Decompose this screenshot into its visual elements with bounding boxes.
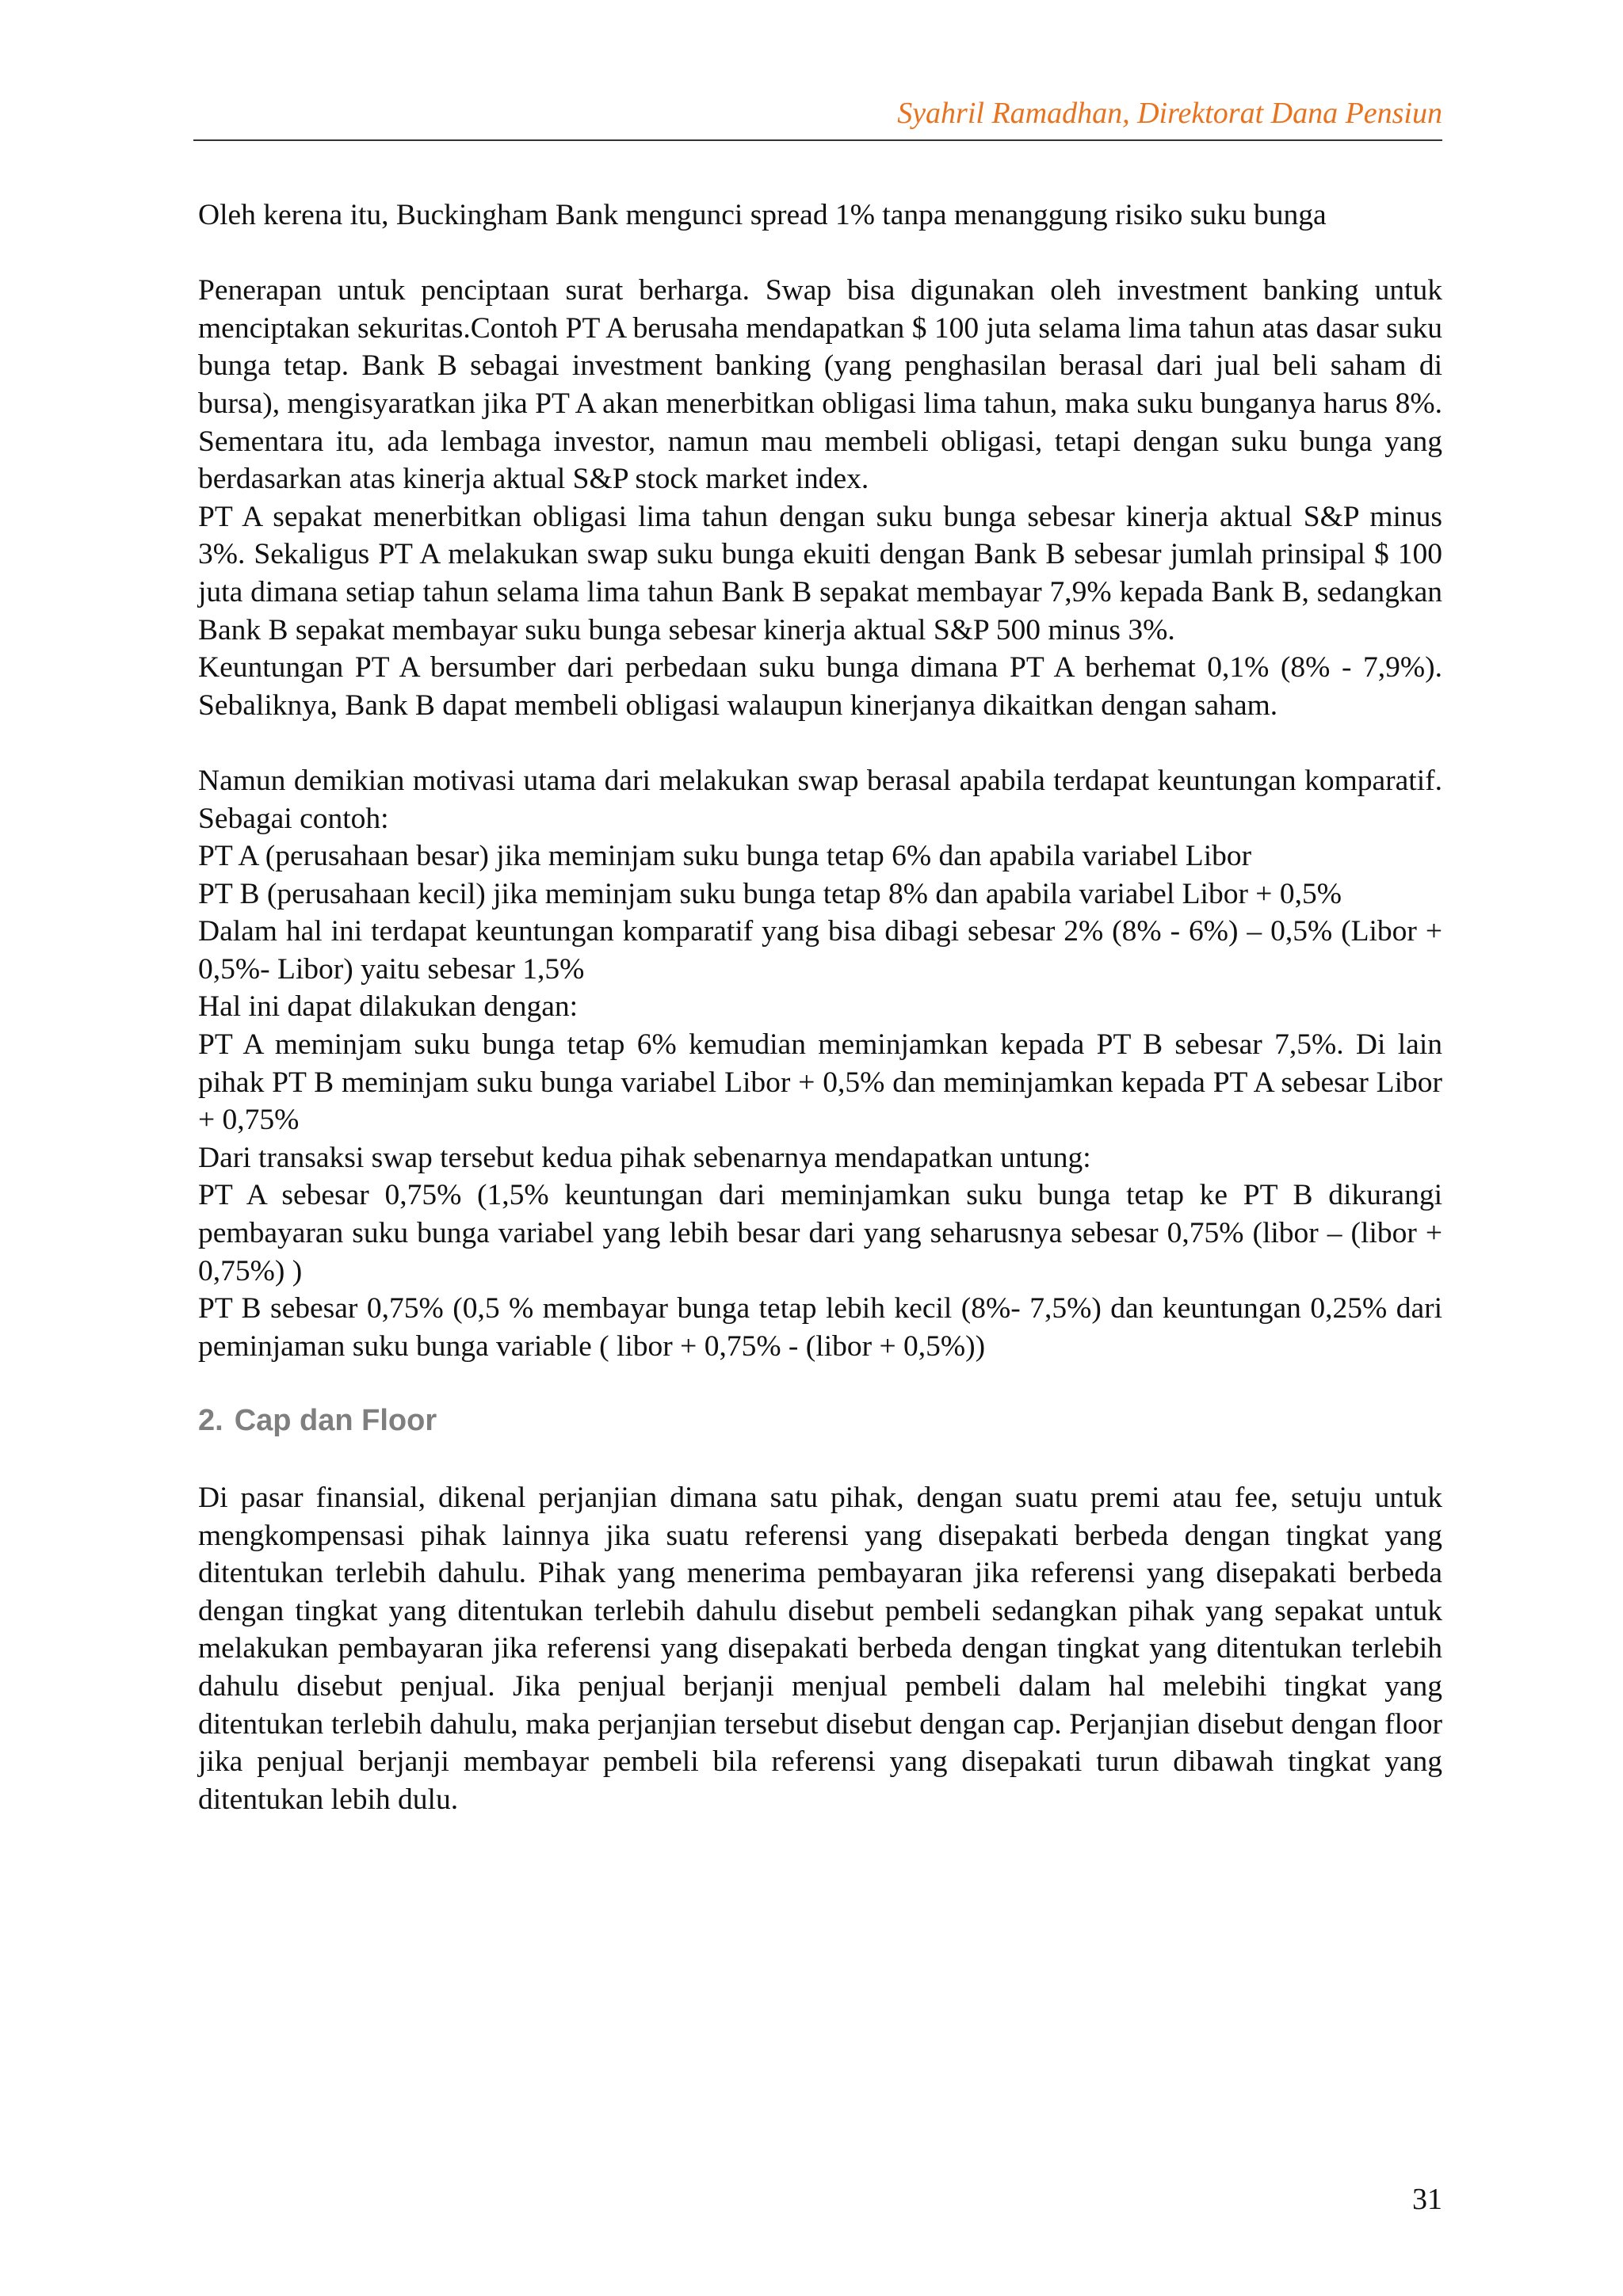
paragraph-pt-b-gain: PT B sebesar 0,75% (0,5 % membayar bunga tetap lebih kecil (8%- 7,5%) dan keuntungan 0,25% dari peminjaman suku bunga variable ( libor + 0,75% - (libor + 0,5%)) bbox=[198, 1292, 1442, 1363]
paragraph-cap-floor-definition: Di pasar finansial, dikenal perjanjian dimana satu pihak, dengan suatu premi atau fee, setuju untuk mengkompensasi pihak lainnya jika suatu referensi yang disepakati berbeda dengan tingkat yang ditentukan terlebih dahulu. Pihak yang menerima pembayaran jika referensi yang disepakati berbeda dengan tingkat yang ditentukan terlebih dahulu disebut pembeli sedangkan pihak yang sepakat untuk melakukan pembayaran jika referensi yang disepakati berbeda dengan tingkat yang ditentukan terlebih dahulu disebut penjual. Jika penjual berjanji menjual pembeli dalam hal melebihi tingkat yang ditentukan terlebih dahulu, maka perjanjian tersebut disebut dengan cap. Perjanjian disebut dengan floor jika penjual berjanji membayar pembeli bila referensi yang disepakati turun dibawah tingkat yang ditentukan lebih dulu. bbox=[198, 1482, 1442, 1816]
paragraph-pt-a-profit: Keuntungan PT A bersumber dari perbedaan suku bunga dimana PT A berhemat 0,1% (8% - 7,9%). Sebaliknya, Bank B dapat membeli obligasi walaupun kinerjanya dikaitkan dengan saham. bbox=[198, 651, 1442, 722]
paragraph-securities-creation: Penerapan untuk penciptaan surat berharga. Swap bisa digunakan oleh investment banking untuk menciptakan sekuritas.Contoh PT A berusaha mendapatkan $ 100 juta selama lima tahun atas dasar suku bunga tetap. Bank B sebagai investment banking (yang penghasilan berasal dari jual beli saham di bursa), mengisyaratkan jika PT A akan menerbitkan obligasi lima tahun, maka suku bunganya harus 8%. Sementara itu, ada lembaga investor, namun mau membeli obligasi, tetapi dengan suku bunga yang berdasarkan atas kinerja aktual S&P stock market index. bbox=[198, 274, 1442, 496]
paragraph-pt-a-gain: PT A sebesar 0,75% (1,5% keuntungan dari meminjamkan suku bunga tetap ke PT B dikurangi pembayaran suku bunga variabel yang lebih besar dari yang seharusnya sebesar 0,75% (libor – (libor + 0,75%) ) bbox=[198, 1179, 1442, 1287]
page-number: 31 bbox=[1412, 2183, 1442, 2216]
section-heading-cap-floor bbox=[198, 1400, 1442, 1441]
paragraph-lending-arrangement: PT A meminjam suku bunga tetap 6% kemudian meminjamkan kepada PT B sebesar 7,5%. Di lain pihak PT B meminjam suku bunga variabel Libor + 0,5% dan meminjamkan kepada PT A sebesar Libor + 0,75% bbox=[198, 1028, 1442, 1137]
paragraph-comparative-advantage: Namun demikian motivasi utama dari melakukan swap berasal apabila terdapat keuntungan komparatif. Sebagai contoh: bbox=[198, 764, 1442, 835]
paragraph-advantage-split: Dalam hal ini terdapat keuntungan komparatif yang bisa dibagi sebesar 2% (8% - 6%) – 0,5% (Libor + 0,5%- Libor) yaitu sebesar 1,5% bbox=[198, 915, 1442, 986]
paragraph-spread-lock: Oleh kerena itu, Buckingham Bank mengunci spread 1% tanpa menanggung risiko suku bunga bbox=[198, 199, 1327, 231]
paragraph-both-profit: Dari transaksi swap tersebut kedua pihak sebenarnya mendapatkan untung: bbox=[198, 1141, 1091, 1174]
paragraph-pt-b-rates: PT B (perusahaan kecil) jika meminjam suku bunga tetap 8% dan apabila variabel Libor + 0,5% bbox=[198, 877, 1342, 910]
section-number: 2. bbox=[198, 1404, 223, 1438]
running-header bbox=[193, 93, 1442, 141]
paragraph-how-done: Hal ini dapat dilakukan dengan: bbox=[198, 990, 579, 1024]
running-header-title: Syahril Ramadhan, Direktorat Dana Pensiun bbox=[897, 97, 1442, 130]
section-title: Cap dan Floor bbox=[234, 1404, 437, 1438]
page-body bbox=[198, 196, 1442, 1818]
paragraph-pt-a-rates: PT A (perusahaan besar) jika meminjam suku bunga tetap 6% dan apabila variabel Libor bbox=[198, 840, 1252, 873]
paragraph-pt-a-bond: PT A sepakat menerbitkan obligasi lima tahun dengan suku bunga sebesar kinerja aktual S&P minus 3%. Sekaligus PT A melakukan swap suku bunga ekuiti dengan Bank B sebesar jumlah prinsipal $ 100 juta dimana setiap tahun selama lima tahun Bank B sepakat membayar 7,9% kepada Bank B, sedangkan Bank B sepakat membayar suku bunga sebesar kinerja aktual S&P 500 minus 3%. bbox=[198, 500, 1442, 646]
